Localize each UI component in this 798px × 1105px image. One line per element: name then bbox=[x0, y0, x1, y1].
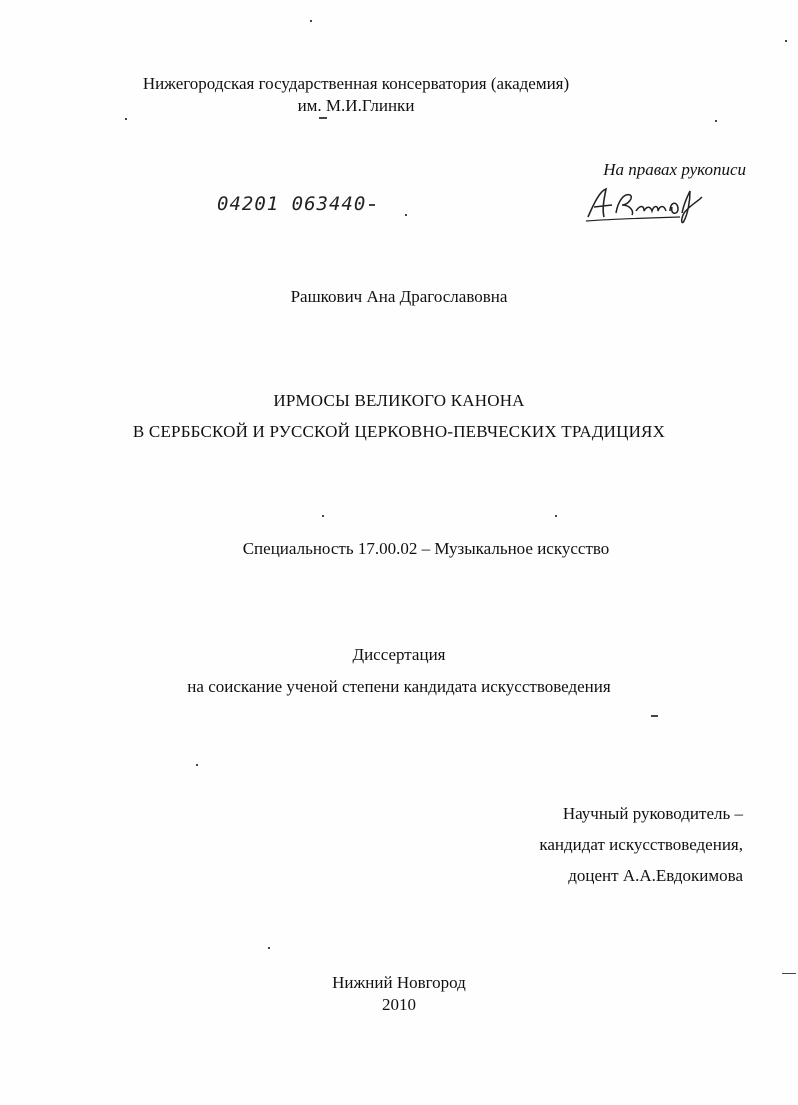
year: 2010 bbox=[382, 995, 416, 1014]
author-name: Рашкович Ана Драгославовна bbox=[290, 287, 508, 306]
scan-mark bbox=[310, 20, 312, 22]
author-signature bbox=[584, 183, 714, 225]
institution-name: Нижегородская государственная консерватория (академия) bbox=[142, 74, 570, 93]
scan-mark bbox=[322, 515, 324, 517]
scan-mark bbox=[782, 973, 796, 974]
scan-mark bbox=[125, 118, 127, 120]
supervisor-degree: кандидат искусствоведения, bbox=[539, 835, 743, 854]
degree-sought: на соискание ученой степени кандидата искусствоведения bbox=[187, 677, 611, 696]
supervisor-heading: Научный руководитель – bbox=[562, 804, 743, 823]
city: Нижний Новгород bbox=[332, 973, 466, 992]
institution-honorific: им. М.И.Глинки bbox=[297, 96, 415, 115]
specialty: Специальность 17.00.02 – Музыкальное искусство bbox=[242, 539, 610, 558]
scan-mark bbox=[715, 120, 717, 122]
dissertation-title-line1: ИРМОСЫ ВЕЛИКОГО КАНОНА bbox=[273, 391, 525, 410]
dissertation-title-line2: В СЕРББСКОЙ И РУССКОЙ ЦЕРКОВНО-ПЕВЧЕСКИХ ТРАДИЦИЯХ bbox=[132, 422, 666, 441]
supervisor-name: доцент А.А.Евдокимова bbox=[568, 866, 743, 885]
scan-mark bbox=[369, 204, 375, 206]
scan-mark bbox=[555, 515, 557, 517]
scan-mark bbox=[268, 947, 270, 949]
scan-mark bbox=[651, 715, 658, 717]
document-type: Диссертация bbox=[352, 645, 446, 664]
scan-mark bbox=[785, 40, 787, 42]
manuscript-notice: На правах рукописи bbox=[603, 160, 746, 179]
scan-mark bbox=[405, 214, 407, 216]
scan-mark bbox=[196, 764, 198, 766]
scan-mark bbox=[319, 117, 327, 119]
library-stamp-number: 04201 063440 bbox=[217, 193, 367, 215]
